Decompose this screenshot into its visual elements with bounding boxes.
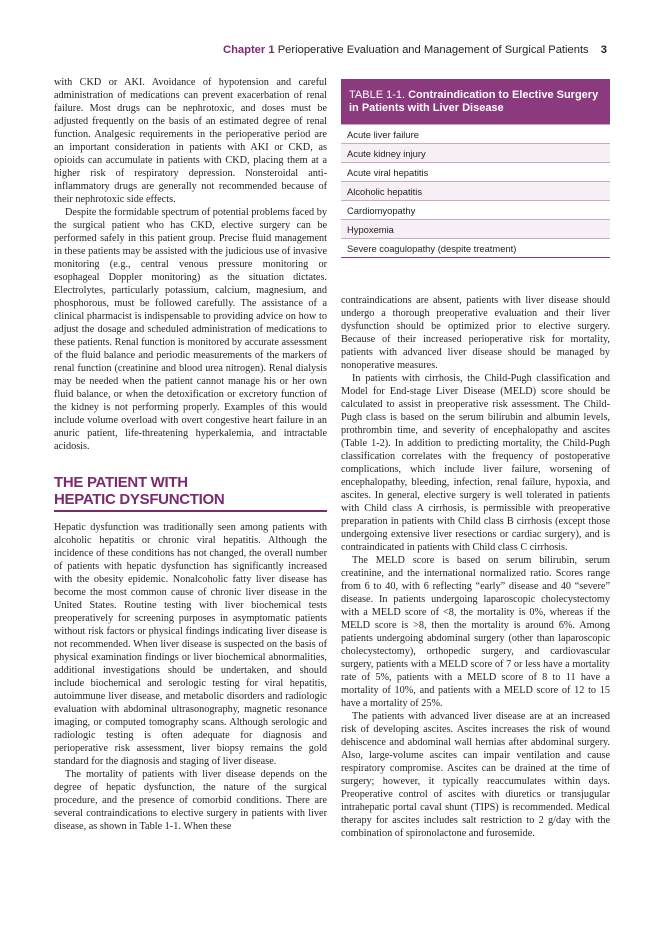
chapter-label: Chapter 1	[222, 44, 275, 56]
paragraph: The patients with advanced liver disease are at an increased risk of developing ascites. Ascites increases the risk of wound dehiscence and abdominal wall hernias after abdominal surgery. Also, large-volume ascites can impair ventilation and cause respiratory compromise. Ascites can be drained at the time of surgery; however, it typically reaccumulates within days. Preoperative control of ascites with diuretics or transjugular intrahepatic portal caval shunt (TIPS) is recommended. Medical therapy for ascites includes salt restriction to 2 g/day with the combination of spironolactone and furosemide.	[341, 711, 610, 839]
paragraph: with CKD or AKI. Avoidance of hypotension and careful administration of medications can prevent exacerbation of renal failure. Most drugs can be nephrotoxic, and doses must be adjusted frequently on the basis of an estimated degree of renal function. Analgesic requirements in the perioperative period are an important consideration in patients with AKI or CKD, as opioids can accumulate in patients with CKD, placing them at a higher risk of respiratory depression. Nonsteroidal anti-inflammatory drugs are generally not recommended because of their nephrotoxic side effects.	[54, 77, 327, 205]
table-row: Acute kidney injury	[341, 143, 610, 162]
paragraph: The mortality of patients with liver disease depends on the degree of hepatic dysfunction, the nature of the surgical procedure, and the presence of comorbid conditions. There are several contraindications to elective surgery in patients with liver disease, as shown in Table 1-1. When these	[54, 769, 327, 832]
right-column	[341, 294, 610, 840]
paragraph: Hepatic dysfunction was traditionally seen among patients with alcoholic hepatitis or chronic viral hepatitis. Although the incidence of these conditions has not changed, the overall number of patients with hepatic dysfunction has significantly increased with the obesity epidemic. Nonalcoholic fatty liver disease has become the most common cause of chronic liver disease in the United States. Routine testing with liver biochemical tests preoperatively for screening purposes in asymptomatic patients without risk factors or physical findings indicating liver disease is not recommended. When liver disease is suspected on the basis of physical examination findings or liver biochemical abnormalities, additional investigations should be undertaken, and should include biochemical and serologic testing for viral hepatitis, autoimmune liver disease, and metabolic disorders and radiologic evaluation with abdominal ultrasonography, magnetic resonance imaging, or computed tomography scans. Although serologic and radiologic testing is often adequate for diagnosis and perioperative risk assessment, liver biopsy remains the gold standard for the diagnosis and staging of liver disease.	[54, 522, 327, 767]
paragraph: The MELD score is based on serum bilirubin, serum creatinine, and the international normalized ratio. Scores range from 6 to 40, with 6 reflecting “early” disease and 40 “severe” disease. In patients undergoing laparoscopic cholecystectomy with a MELD score of <8, the mortality is 0%, whereas if the MELD score is >8, then the mortality is around 6%. Among patients undergoing abdominal surgery (other than laparoscopic cholecystectomy), orthopedic surgery, and cardiovascular surgery, patients with a MELD score of 7 or less have a mortality rate of 5%, patients with a MELD score of 8 to 11 have a mortality of 10%, and patients with a MELD score of 12 to 15 have a mortality of 25%.	[341, 555, 610, 709]
table-caption: Contraindication to Elective Surgery in Patients with Liver Disease	[349, 89, 599, 114]
table-row: Alcoholic hepatitis	[341, 181, 610, 200]
table-row: Acute viral hepatitis	[341, 162, 610, 181]
paragraph: Despite the formidable spectrum of potential problems faced by the surgical patient who has CKD, elective surgery can be performed safely in this patient group. Precise fluid management in these patients may be assisted with the judicious use of invasive monitoring (e.g., central venous pressure monitoring or esophageal Doppler monitoring) as the situation dictates. Electrolytes, particularly potassium, calcium, magnesium, and phosphorous, must be followed carefully. The assistance of a clinical pharmacist is indispensable to providing advice on how to adjust the dosage and scheduled administration of medications to these patients. Renal function is monitored by accurate assessment of the fluid balance and periodic measurements of the markers of renal function (creatinine and blood urea nitrogen). Renal dialysis may be needed when the patient cannot manage his or her own fluid balance, or when the detoxification or excretory function of the kidney is not performing properly. Examples of this would include volume overload with overt congestive heart failure in an anuric patient, life-threatening hyperkalemia, and intractable acidosis.	[54, 207, 327, 452]
contraindication-table	[341, 79, 610, 258]
table-row: Acute liver failure	[341, 124, 610, 143]
table-row: Hypoxemia	[341, 219, 610, 238]
table-body	[341, 124, 610, 258]
running-head	[223, 44, 607, 56]
table-row: Severe coagulopathy (despite treatment)	[341, 238, 610, 257]
section-heading-line: THE PATIENT WITH	[54, 474, 188, 491]
table-row: Cardiomyopathy	[341, 200, 610, 219]
table-number: TABLE 1-1.	[349, 89, 406, 101]
section-heading	[54, 474, 327, 512]
paragraph: In patients with cirrhosis, the Child-Pugh classification and Model for End-stage Liver Disease (MELD) score should be calculated to assist in preoperative risk assessment. The Child-Pugh class is based on the serum bilirubin and albumin levels, prothrombin time, and severity of encephalopathy and ascites (Table 1-2). In addition to predicting mortality, the Child-Pugh classification correlates with the frequency of postoperative complications, which include liver failure, worsening of encephalopathy, bleeding, infection, renal failure, hypoxia, and ascites. In general, elective surgery is well tolerated in patients with Child class A cirrhosis, is permissible with preoperative preparation in patients with Child class B cirrhosis (except those undergoing extensive liver resections or cardiac surgery), and is contraindicated in patients with Child class C cirrhosis.	[341, 373, 610, 553]
section-heading-line: HEPATIC DYSFUNCTION	[54, 491, 225, 508]
paragraph: contraindications are absent, patients with liver disease should undergo a thorough preoperative evaluation and their liver dysfunction should be optimized prior to elective surgery. Because of their increased perioperative risk for mortality, patients with advanced liver disease should be managed by nonoperative measures.	[341, 295, 610, 371]
left-column	[54, 76, 327, 833]
table-title	[341, 79, 610, 124]
chapter-title: Perioperative Evaluation and Management of Surgical Patients	[277, 44, 589, 56]
page-number: 3	[600, 44, 607, 56]
